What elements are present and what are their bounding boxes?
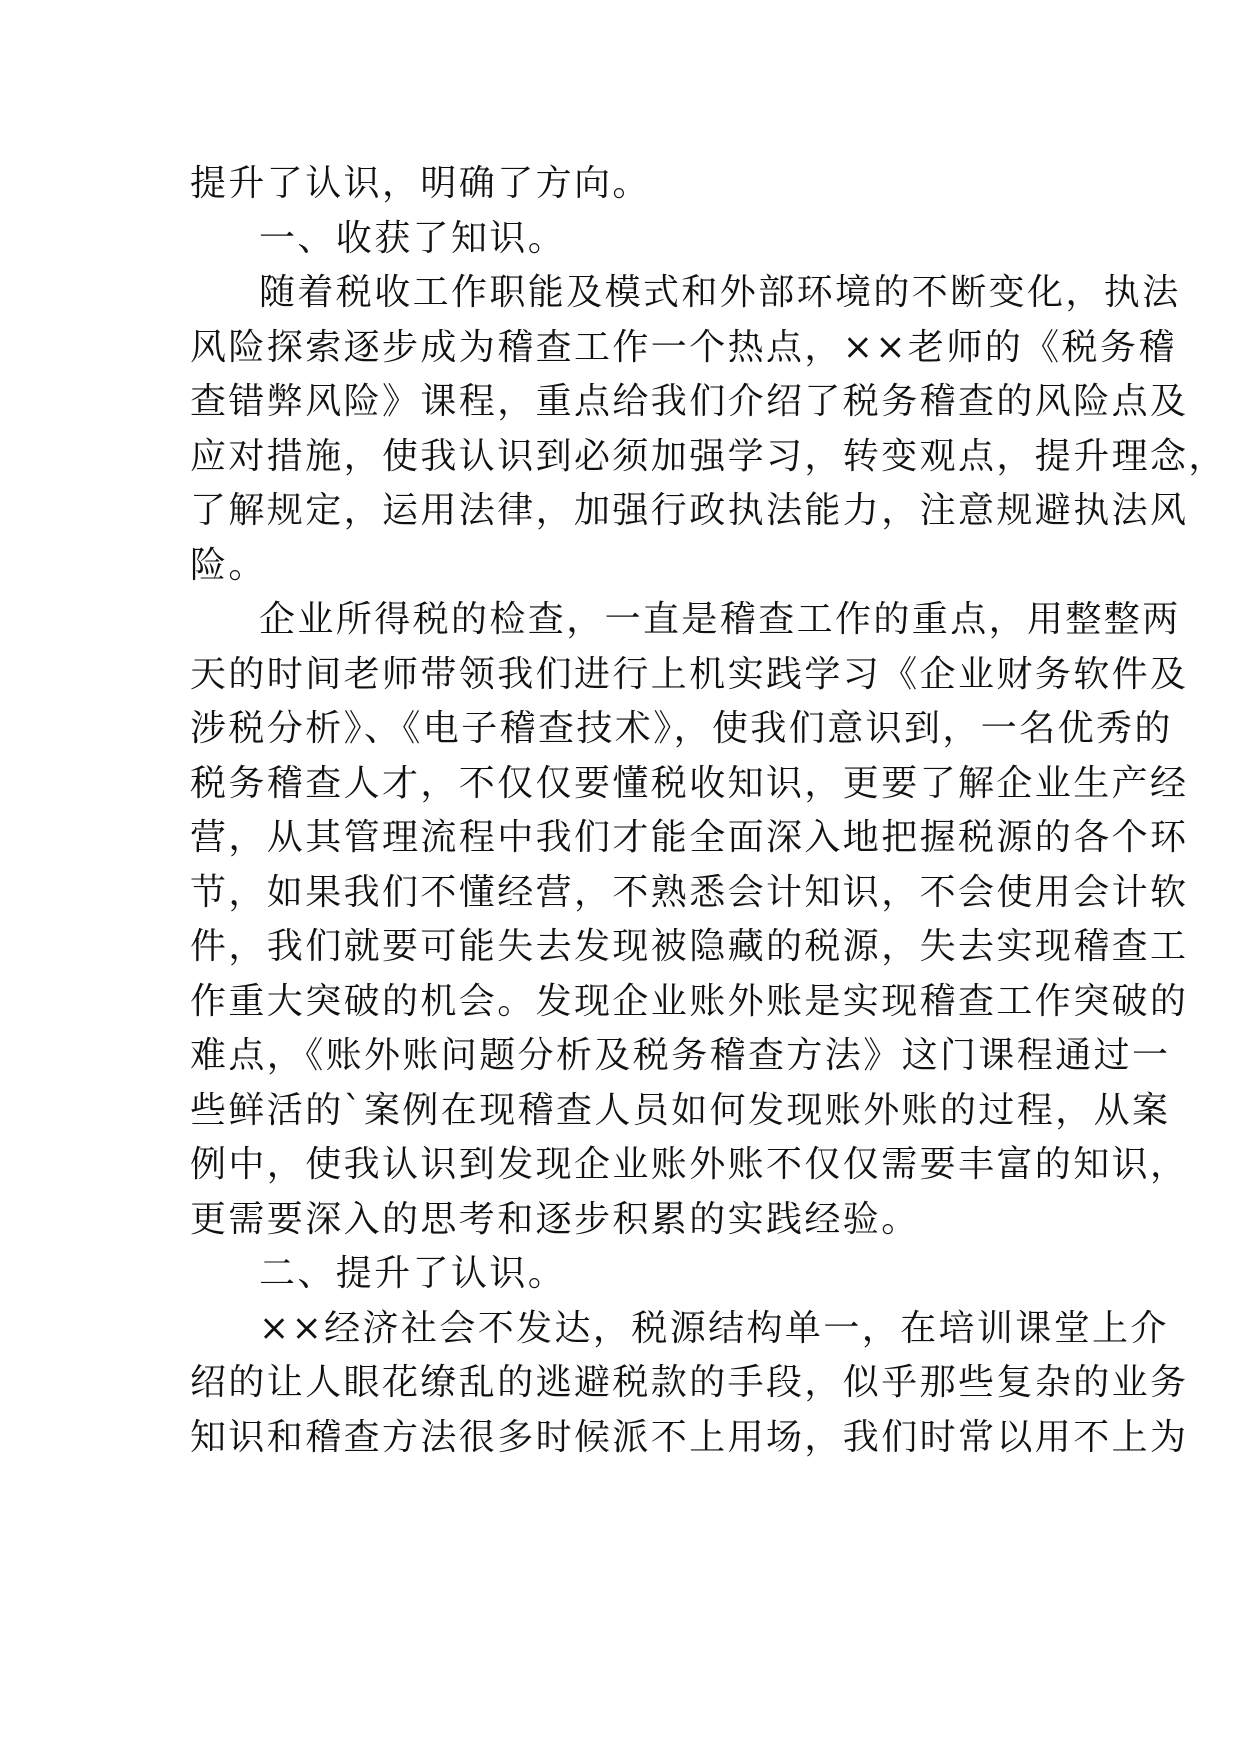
text-line: 难点，《账外账问题分析及税务稽查方法》这门课程通过一: [190, 1035, 1171, 1076]
text-line: 绍的让人眼花缭乱的逃避税款的手段，似乎那些复杂的业务: [190, 1362, 1189, 1403]
text-line: ××经济社会不发达，税源结构单一，在培训课堂上介: [259, 1307, 1169, 1349]
document-body: [190, 157, 1227, 1465]
section-heading: 一、收获了知识。: [259, 217, 567, 259]
text-line: 涉税分析》、《电子稽查技术》，使我们意识到，一名优秀的: [190, 708, 1173, 749]
text-line: 查错弊风险》课程，重点给我们介绍了税务稽查的风险点及: [190, 381, 1189, 422]
text-line: 风险探索逐步成为稽查工作一个热点，××老师的《税务稽: [190, 326, 1177, 368]
text-line: 随着税收工作职能及模式和外部环境的不断变化，执法: [259, 272, 1181, 313]
text-line: 节，如果我们不懂经营，不熟悉会计知识，不会使用会计软: [190, 871, 1189, 913]
text-line: 些鲜活的`案例在现稽查人员如何发现账外账的过程，从案: [190, 1089, 1171, 1131]
text-line: 了解规定，运用法律，加强行政执法能力，注意规避执法风: [190, 490, 1189, 531]
text-line: 更需要深入的思考和逐步积累的实践经验。: [190, 1198, 920, 1240]
text-line: 例中，使我认识到发现企业账外账不仅仅需要丰富的知识，: [190, 1144, 1189, 1185]
text-line: 税务稽查人才，不仅仅要懂税收知识，更要了解企业生产经: [190, 762, 1189, 804]
text-line: 营，从其管理流程中我们才能全面深入地把握税源的各个环: [190, 817, 1189, 858]
text-line: 企业所得税的检查，一直是稽查工作的重点，用整整两: [259, 599, 1181, 640]
text-line: 作重大突破的机会。发现企业账外账是实现稽查工作突破的: [190, 980, 1189, 1022]
text-line: 提升了认识，明确了方向。: [190, 163, 651, 204]
text-line: 天的时间老师带领我们进行上机实践学习《企业财务软件及: [190, 653, 1189, 695]
text-line: 件，我们就要可能失去发现被隐藏的税源，失去实现稽查工: [190, 926, 1189, 967]
text-line: 知识和稽查方法很多时候派不上用场，我们时常以用不上为: [190, 1416, 1189, 1458]
section-heading: 二、提升了认识。: [259, 1253, 567, 1294]
text-line: 险。: [190, 544, 267, 586]
text-line: 应对措施，使我认识到必须加强学习，转变观点，提升理念，: [190, 435, 1227, 477]
